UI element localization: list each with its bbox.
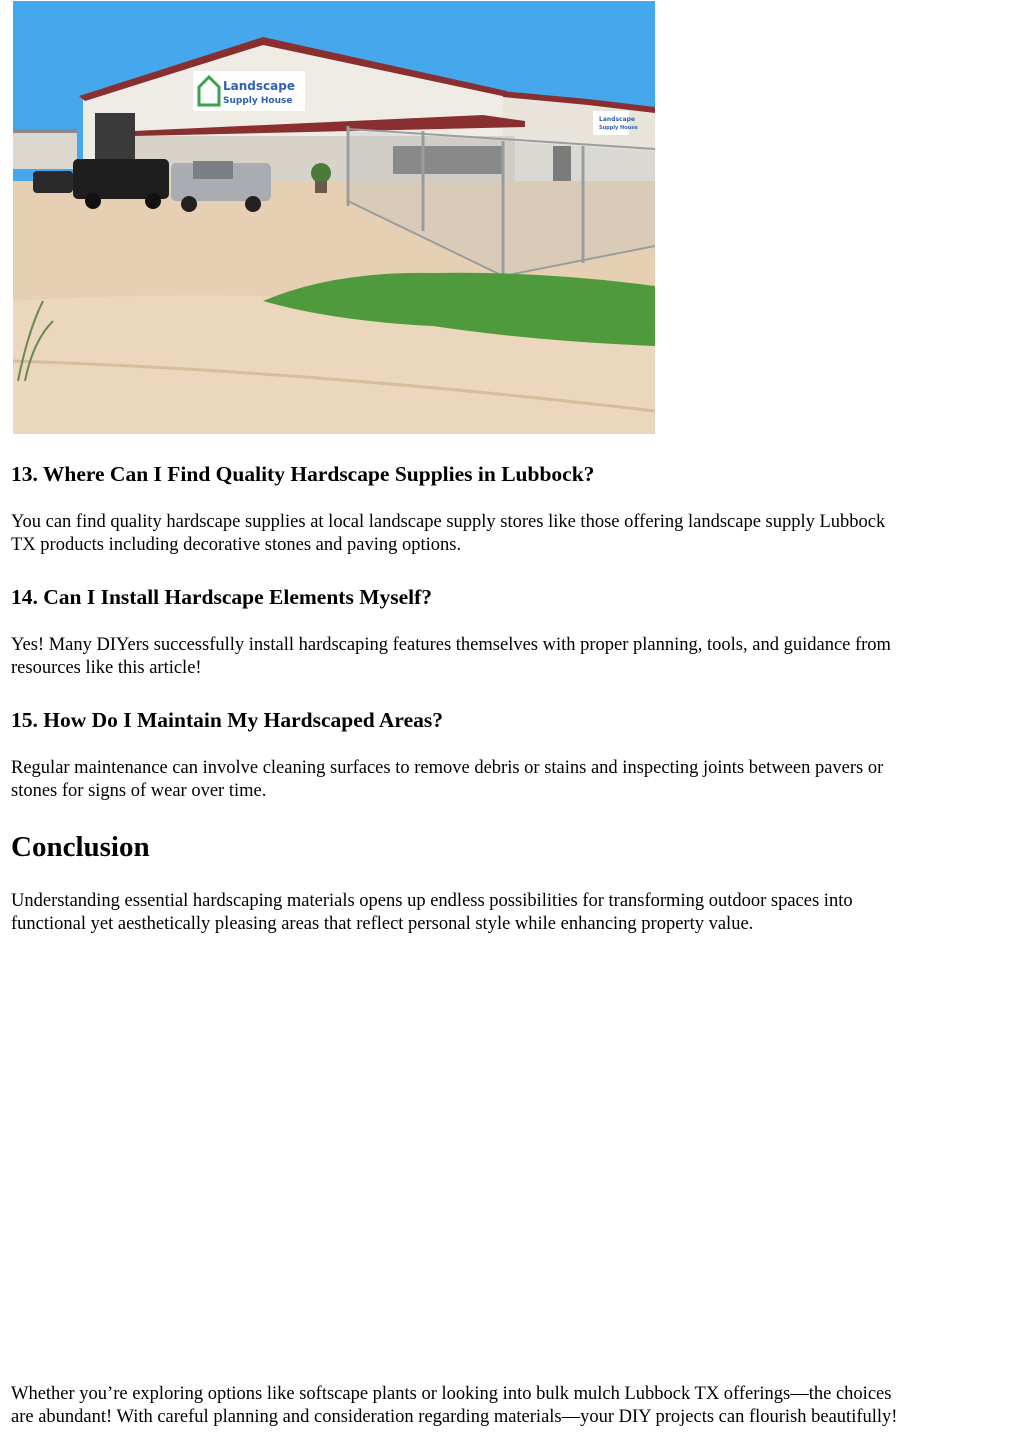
store-photo-illustration xyxy=(13,1,655,434)
section-13-heading: 13. Where Can I Find Quality Hardscape Supplies in Lubbock? xyxy=(11,462,595,486)
distant-building xyxy=(13,131,77,169)
footer-line-2: are abundant! With careful planning and consideration regarding materials—your DIY projects can flourish beautifully! xyxy=(11,1407,898,1427)
section-14-body-line-1: Yes! Many DIYers successfully install hardscaping features themselves with proper planning, tools, and guidance from xyxy=(11,635,891,655)
section-15-body-line-2: stones for signs of wear over time. xyxy=(11,781,267,801)
footer-line-1: Whether you’re exploring options like softscape plants or looking into bulk mulch Lubbock TX offerings—the choices xyxy=(11,1384,892,1404)
conclusion-heading: Conclusion xyxy=(11,831,150,863)
section-14-heading: 14. Can I Install Hardscape Elements Myself? xyxy=(11,585,433,609)
conclusion-body-line-2: functional yet aesthetically pleasing areas that reflect personal style while enhancing property value. xyxy=(11,914,754,934)
section-14-body xyxy=(11,634,1011,680)
side-sign-line-1: Landscape xyxy=(599,116,635,123)
store-photo xyxy=(13,1,655,434)
conclusion-body xyxy=(11,890,1011,936)
side-sign-line-2: Supply House xyxy=(599,125,638,131)
section-13-body xyxy=(11,511,1011,557)
footer-paragraph xyxy=(11,1383,1011,1429)
section-15-heading: 15. How Do I Maintain My Hardscaped Areas? xyxy=(11,708,443,732)
sign-line-1: Landscape xyxy=(223,79,295,93)
side-sign xyxy=(593,111,629,135)
section-13-body-line-2: TX products including decorative stones and paving options. xyxy=(11,535,462,555)
section-15-body xyxy=(11,757,1011,803)
car-left xyxy=(33,171,73,193)
section-13-body-line-1: You can find quality hardscape supplies at local landscape supply stores like those offering landscape supply Lubbock xyxy=(11,512,886,532)
section-15-body-line-1: Regular maintenance can involve cleaning surfaces to remove debris or stains and inspecting joints between pavers or xyxy=(11,758,884,778)
section-14-body-line-2: resources like this article! xyxy=(11,658,202,678)
conclusion-body-line-1: Understanding essential hardscaping materials opens up endless possibilities for transforming outdoor spaces into xyxy=(11,891,853,911)
sign-line-2: Supply House xyxy=(223,96,293,106)
black-truck xyxy=(73,159,169,199)
